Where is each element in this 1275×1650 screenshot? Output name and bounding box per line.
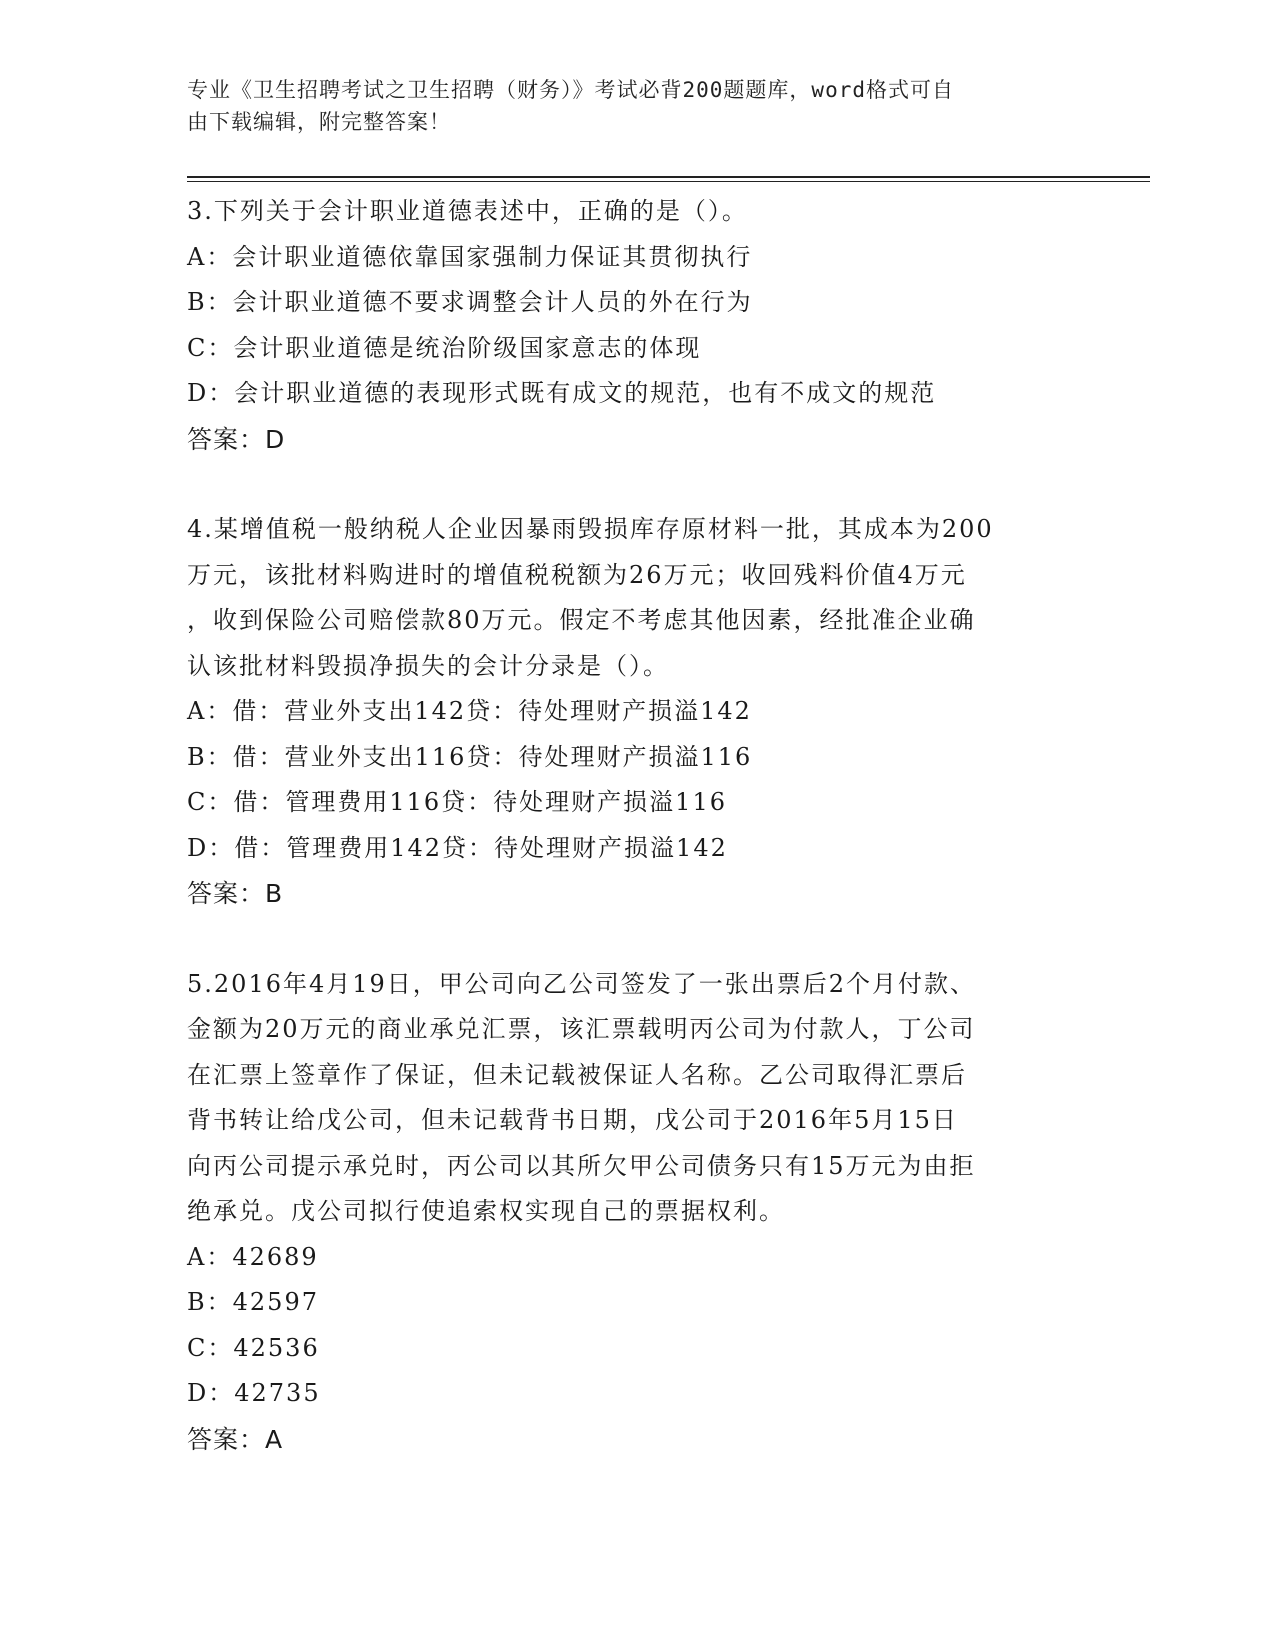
question-4-text-line-4: 认该批材料毁损净损失的会计分录是（）。 xyxy=(187,651,669,680)
question-4-option-b: B：借：营业外支出116贷：待处理财产损溢116 xyxy=(187,742,753,771)
question-4-option-d: D：借：管理费用142贷：待处理财产损溢142 xyxy=(187,833,728,862)
question-4-text-line-3: ，收到保险公司赔偿款80万元。假定不考虑其他因素，经批准企业确 xyxy=(187,606,976,634)
question-4-text-line-1: 4.某增值税一般纳税人企业因暴雨毁损库存原材料一批，其成本为200 xyxy=(187,515,994,543)
question-4 xyxy=(187,507,1087,917)
header-line-2: 由下载编辑，附完整答案！ xyxy=(187,110,451,134)
question-3 xyxy=(187,189,1087,462)
question-5-text-line-5: 向丙公司提示承兑时，丙公司以其所欠甲公司债务只有15万元为由拒 xyxy=(187,1151,976,1180)
question-3-option-a: A：会计职业道德依靠国家强制力保证其贯彻执行 xyxy=(187,242,753,271)
question-5-option-d: D：42735 xyxy=(187,1379,321,1407)
question-3-answer: 答案：D xyxy=(187,424,286,454)
question-3-option-c: C：会计职业道德是统治阶级国家意志的体现 xyxy=(187,333,702,362)
question-5-answer: 答案：A xyxy=(187,1424,284,1454)
header-divider-thick xyxy=(187,176,1150,178)
header-divider-thin xyxy=(187,181,1150,182)
question-5 xyxy=(187,962,1087,1463)
question-5-option-b: B：42597 xyxy=(187,1288,319,1316)
question-3-option-d: D：会计职业道德的表现形式既有成文的规范，也有不成文的规范 xyxy=(187,379,937,407)
question-5-option-c: C：42536 xyxy=(187,1333,320,1362)
question-5-text-line-2: 金额为20万元的商业承兑汇票，该汇票载明丙公司为付款人，丁公司 xyxy=(187,1015,976,1043)
question-3-text: 3.下列关于会计职业道德表述中，正确的是（）。 xyxy=(187,197,748,225)
question-5-text-line-6: 绝承兑。戊公司拟行使追索权实现自己的票据权利。 xyxy=(187,1197,785,1225)
question-3-option-b: B：会计职业道德不要求调整会计人员的外在行为 xyxy=(187,288,753,316)
question-4-answer: 答案：B xyxy=(187,879,284,908)
question-5-option-a: A：42689 xyxy=(187,1242,319,1271)
spacer xyxy=(187,917,1087,962)
question-4-option-c: C：借：管理费用116贷：待处理财产损溢116 xyxy=(187,788,727,816)
question-5-text-line-4: 背书转让给戊公司，但未记载背书日期，戊公司于2016年5月15日 xyxy=(187,1106,958,1134)
question-5-text-line-1: 5.2016年4月19日，甲公司向乙公司签发了一张出票后2个月付款、 xyxy=(187,969,977,998)
question-4-option-a: A：借：营业外支出142贷：待处理财产损溢142 xyxy=(187,697,752,725)
question-list xyxy=(187,189,1087,1462)
question-4-text-line-2: 万元，该批材料购进时的增值税税额为26万元；收回残料价值4万元 xyxy=(187,560,967,589)
document-header xyxy=(187,74,1067,138)
question-5-text-line-3: 在汇票上签章作了保证，但未记载被保证人名称。乙公司取得汇票后 xyxy=(187,1060,967,1089)
header-line-1: 专业《卫生招聘考试之卫生招聘（财务）》考试必背200题题库，word格式可自 xyxy=(187,78,954,102)
spacer xyxy=(187,462,1087,507)
